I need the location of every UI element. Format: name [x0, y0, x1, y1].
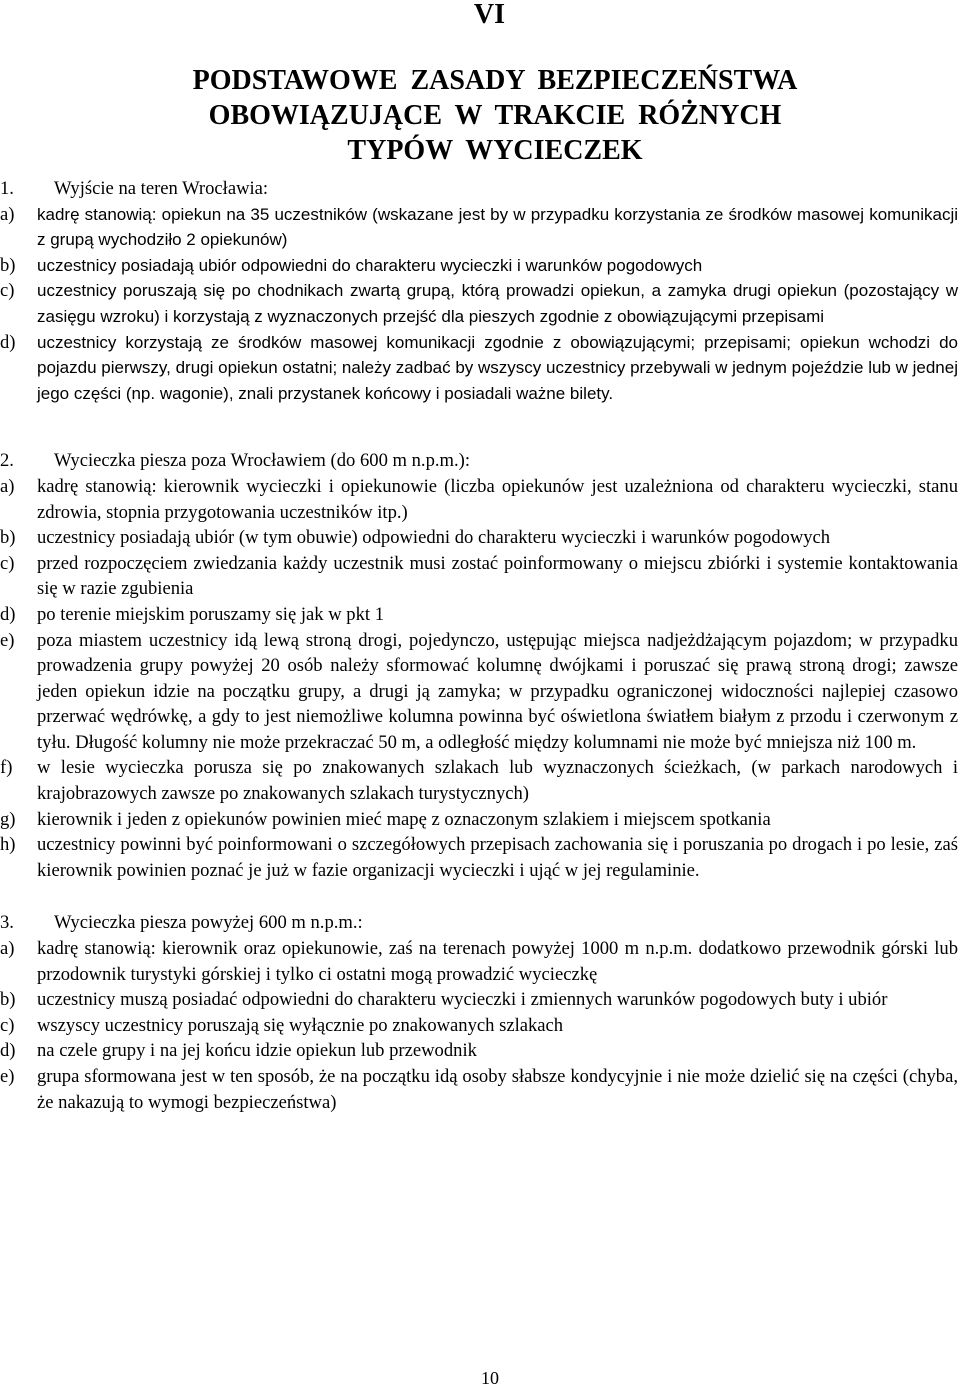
list-item-text: uczestnicy powinni być poinformowani o szczegółowych przepisach zachowania się i poruszania po drogach i po lesie, zaś kierownik powinien poznać je już w fazie organizacji wycieczki i ująć w jej regulaminie.	[37, 834, 958, 881]
list-item-letter: c)	[0, 552, 15, 574]
list-item-letter: h)	[0, 834, 16, 856]
section-number: 2.	[0, 450, 14, 472]
section-3	[0, 910, 960, 1115]
list-item	[0, 330, 960, 407]
list-item-letter: d)	[0, 331, 16, 353]
section-2	[0, 448, 960, 883]
list-item-text: wszyscy uczestnicy poruszają się wyłącznie po znakowanych szlakach	[37, 1014, 564, 1036]
list-item-letter: a)	[0, 203, 15, 225]
list-item	[0, 202, 960, 253]
list-item	[0, 1013, 960, 1039]
list-item	[0, 936, 960, 987]
list-item-text: kadrę stanowią: kierownik oraz opiekunowie, zaś na terenach powyżej 1000 m n.p.m. dodatkowo przewodnik górski lub przodownik turystyki górskiej i tylko ci ostatni mogą prowadzić wycieczkę	[37, 938, 958, 985]
list-item-text: kierownik i jeden z opiekunów powinien mieć mapę z oznaczonym szlakiem i miejscem spotkania	[37, 808, 771, 830]
list-item-letter: b)	[0, 527, 16, 549]
list-item-text: w lesie wycieczka porusza się po znakowanych szlakach lub wyznaczonych ścieżkach, (w parkach narodowych i krajobrazowych zawsze po znakowanych szlakach turystycznych)	[37, 757, 958, 805]
list-item	[0, 602, 960, 628]
list-item-letter: e)	[0, 1066, 15, 1087]
section-number: 1.	[0, 178, 14, 199]
page-title	[0, 63, 960, 168]
list-item	[0, 832, 960, 883]
section-title: Wyjście na teren Wrocławia:	[54, 178, 269, 199]
title-line-3: TYPÓW WYCIECZEK	[347, 135, 643, 166]
list-item-letter: c)	[0, 280, 15, 302]
list-item-letter: b)	[0, 989, 16, 1011]
list-item-text: kadrę stanowią: opiekun na 35 uczestników (wskazane jest by w przypadku korzystania ze środków masowej komunikacji z grupą wychodziło 2 opiekunów)	[37, 204, 958, 250]
list-item-text: uczestnicy korzystają ze środków masowej komunikacji zgodnie z obowiązującymi; przepisami; opiekun wchodzi do pojazdu pierwszy, drugi opiekun ostatni; należy zadbać by wszyscy uczestnicy przebywali w jednym pojeździe lub w jednej jego części (np. wagonie), znali przystanek końcowy i posiadali ważne bilety.	[37, 332, 958, 403]
section-spacer	[0, 883, 960, 910]
list-item-text: uczestnicy posiadają ubiór (w tym obuwie) odpowiedni do charakteru wycieczki i warunków pogodowych	[37, 527, 831, 549]
list-item	[0, 525, 960, 551]
list-item-letter: d)	[0, 603, 16, 625]
list-item-letter: a)	[0, 475, 15, 497]
list-item	[0, 755, 960, 806]
list-item-letter: c)	[0, 1014, 15, 1036]
list-item-letter: b)	[0, 254, 16, 276]
document-body	[0, 176, 960, 1115]
list-item	[0, 1064, 960, 1115]
list-item-text: grupa sformowana jest w ten sposób, że na początku idą osoby słabsze kondycyjnie i nie może dzielić się na części (chyba, że nakazują to wymogi bezpieczeństwa)	[37, 1066, 958, 1113]
list-item	[0, 278, 960, 329]
list-item	[0, 474, 960, 525]
list-item-letter: f)	[0, 757, 13, 779]
list-item	[0, 628, 960, 756]
section-spacer	[0, 406, 960, 448]
title-line-2: OBOWIĄZUJĄCE W TRAKCIE RÓŻNYCH	[208, 100, 782, 131]
list-item-text: poza miastem uczestnicy idą lewą stroną drogi, pojedynczo, ustępując miejsca nadjeżdżającym pojazdom; w przypadku prowadzenia grupy powyżej 20 osób należy sformować kolumnę dwójkami i poruszać się prawą stroną drogi; zawsze jeden opiekun idzie na początku grupy, a drugi ją zamyka; w przypadku ograniczonej widoczności najlepiej czasowo przerwać wędrówkę, a gdy to jest niemożliwe kolumna powinna być oświetlona światłem białym z przodu i czerwonym z tyłu. Długość kolumny nie może przekraczać 50 m, a odległość między kolumnami nie może być mniejsza niż 100 m.	[37, 629, 958, 753]
title-line-1: PODSTAWOWE ZASADY BEZPIECZEŃSTWA	[192, 65, 798, 96]
section-number: 3.	[0, 912, 14, 934]
list-item-letter: d)	[0, 1040, 16, 1062]
list-item	[0, 987, 960, 1013]
section-title: Wycieczka piesza poza Wrocławiem (do 600 m n.p.m.):	[54, 450, 470, 472]
list-item	[0, 807, 960, 833]
chapter-number: VI	[473, 0, 505, 30]
list-item-text: na czele grupy i na jej końcu idzie opiekun lub przewodnik	[37, 1040, 477, 1062]
list-item	[0, 1038, 960, 1064]
list-item-text: przed rozpoczęciem zwiedzania każdy uczestnik musi zostać poinformowany o miejscu zbiórki i systemie kontaktowania się w razie zgubienia	[37, 552, 958, 600]
list-item-text: kadrę stanowią: kierownik wycieczki i opiekunowie (liczba opiekunów jest uzależniona od charakteru wycieczki, stanu zdrowia, stopnia przygotowania uczestników itp.)	[37, 475, 958, 523]
list-item-letter: g)	[0, 808, 16, 830]
section-heading	[0, 176, 960, 202]
list-item-text: po terenie miejskim poruszamy się jak w pkt 1	[37, 603, 385, 625]
section-heading	[0, 448, 960, 474]
list-item-text: uczestnicy posiadają ubiór odpowiedni do charakteru wycieczki i warunków pogodowych	[37, 255, 703, 275]
list-item-text: uczestnicy muszą posiadać odpowiedni do charakteru wycieczki i zmiennych warunków pogodowych buty i ubiór	[37, 989, 888, 1011]
page-number: 10	[481, 1368, 499, 1388]
section-title: Wycieczka piesza powyżej 600 m n.p.m.:	[54, 912, 363, 934]
list-item-letter: a)	[0, 938, 15, 960]
list-item-text: uczestnicy poruszają się po chodnikach zwartą grupą, którą prowadzi opiekun, a zamyka drugi opiekun (pozostający w zasięgu wzroku) i korzystają z wyznaczonych przejść dla pieszych zgodnie z obowiązującymi przepisami	[37, 281, 958, 326]
list-item-letter: e)	[0, 629, 15, 651]
section-1	[0, 176, 960, 406]
section-heading	[0, 910, 960, 936]
list-item	[0, 551, 960, 602]
list-item	[0, 253, 960, 279]
